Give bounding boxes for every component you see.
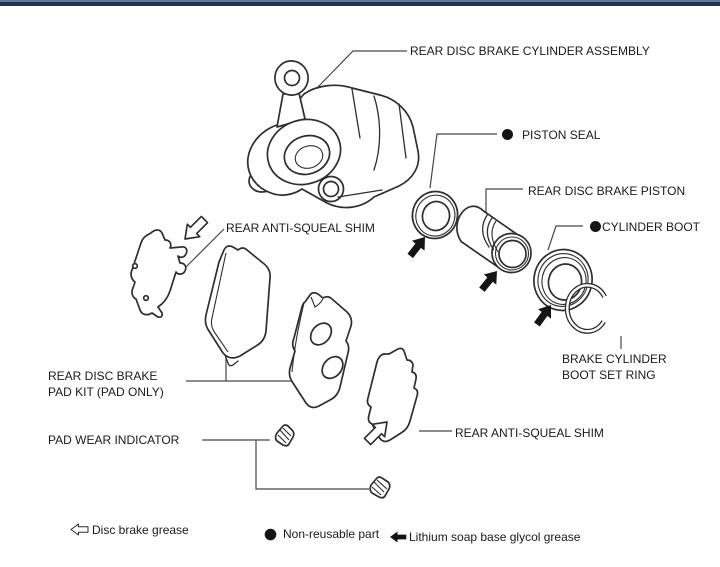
label-pad-wear-indicator: PAD WEAR INDICATOR xyxy=(48,433,180,447)
label-anti-squeal-shim-bottom: REAR ANTI-SQUEAL SHIM xyxy=(455,426,604,440)
legend-lithium-grease-icon xyxy=(390,532,406,543)
label-boot-set-ring xyxy=(562,351,667,383)
label-piston: REAR DISC BRAKE PISTON xyxy=(528,184,686,198)
legend-non-reusable-icon xyxy=(265,529,277,541)
pad-wear-indicator-clip-1 xyxy=(276,425,294,446)
non-reusable-icon xyxy=(590,221,601,232)
lithium-grease-arrow-icon xyxy=(476,266,504,295)
label-boot-set-ring-line1: BRAKE CYLINDER xyxy=(562,352,667,366)
disc-brake-grease-arrow-icon xyxy=(179,213,211,245)
piston-seal-drawing xyxy=(407,187,462,243)
legend-lithium-grease-label: Lithium soap base glycol grease xyxy=(409,530,581,544)
label-pad-kit-line1: REAR DISC BRAKE xyxy=(48,369,158,383)
piston-drawing xyxy=(457,206,531,272)
caliper-assembly-drawing xyxy=(248,61,419,208)
pad-wear-indicator-clip-2 xyxy=(370,477,390,498)
anti-squeal-shim-top-drawing xyxy=(131,230,187,317)
brake-pad-inner-drawing xyxy=(205,246,270,366)
label-piston-seal: PISTON SEAL xyxy=(522,128,601,142)
cylinder-boot-drawing xyxy=(528,244,597,316)
label-cylinder-boot: CYLINDER BOOT xyxy=(602,220,701,234)
legend-disc-brake-grease-label: Disc brake grease xyxy=(92,523,189,537)
label-pad-kit-line2: PAD KIT (PAD ONLY) xyxy=(48,385,164,399)
label-anti-squeal-shim-top: REAR ANTI-SQUEAL SHIM xyxy=(226,221,375,235)
brake-pad-outer-drawing xyxy=(289,293,351,408)
legend-non-reusable-label: Non-reusable part xyxy=(283,527,380,541)
non-reusable-icon xyxy=(502,129,513,140)
label-pad-kit xyxy=(48,368,164,400)
label-cylinder-assembly: REAR DISC BRAKE CYLINDER ASSEMBLY xyxy=(410,44,650,58)
legend-disc-brake-grease-icon xyxy=(71,524,88,535)
label-boot-set-ring-line2: BOOT SET RING xyxy=(562,368,656,382)
